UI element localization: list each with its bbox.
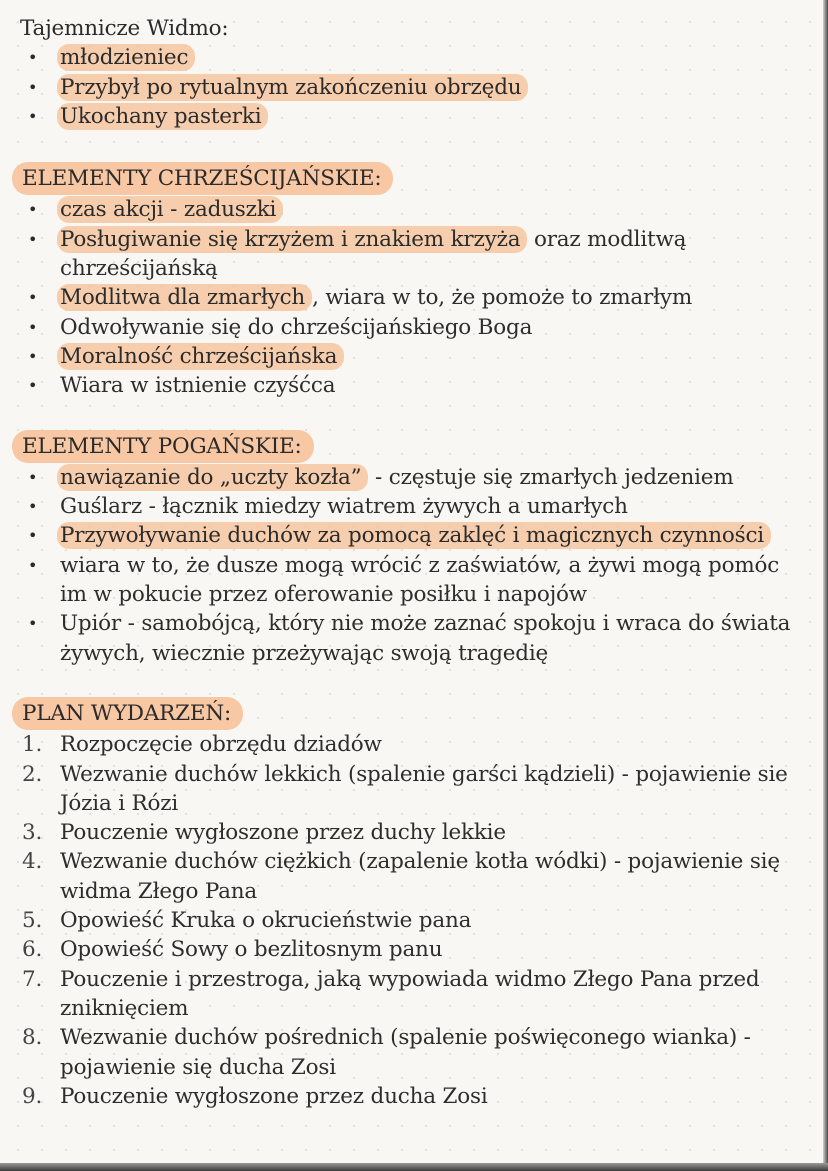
list-item: • Moralność chrześcijańska xyxy=(20,342,800,371)
list-item: • Upiór - samobójcą, który nie może zaznać spokoju i wraca do świata żywych, wiecznie przeżywając swoją tragedię xyxy=(28,611,791,666)
list-item: • Posługiwanie się krzyżem i znakiem krzyża oraz modlitwą chrześcijańską xyxy=(28,226,687,282)
list-item: • Wiara w istnienie czyśćca xyxy=(20,371,800,400)
page-edge-right xyxy=(823,0,828,1171)
chrzescijanskie-list xyxy=(20,195,800,400)
bullet-icon: • xyxy=(28,229,38,249)
list-item: 2. Wezwanie duchów lekkich (spalenie garści kądzieli) - pojawienie sie Józia i Rózi xyxy=(22,761,788,816)
bullet-icon: • xyxy=(28,497,38,517)
bullet-icon: • xyxy=(28,317,38,337)
bullet-icon: • xyxy=(28,346,38,366)
list-item: • Odwoływanie się do chrześcijańskiego Boga xyxy=(20,313,800,342)
bullet-icon: • xyxy=(28,376,38,396)
bullet-icon: • xyxy=(28,467,38,487)
list-item: • wiara w to, że dusze mogą wrócić z zaświatów, a żywi mogą pomóc im w pokucie przez oferowanie posiłku i napojów xyxy=(28,552,780,608)
bullet-icon: • xyxy=(28,526,38,546)
widmo-heading: Tajemnicze Widmo: xyxy=(20,16,229,41)
list-item: 1. Rozpoczęcie obrzędu dziadów xyxy=(22,732,382,758)
bullet-icon: • xyxy=(28,555,38,575)
list-item: • Przywoływanie duchów za pomocą zaklęć i magicznych czynności xyxy=(20,521,800,550)
list-item: • młodzieniec xyxy=(20,43,800,72)
list-item: 3. Pouczenie wygłoszone przez duchy lekkie xyxy=(22,820,506,846)
list-item: • Ukochany pasterki xyxy=(20,102,800,131)
list-item: 5. Opowieść Kruka o okrucieństwie pana xyxy=(22,908,472,934)
list-item: 6. Opowieść Sowy o bezlitosnym panu xyxy=(22,937,443,963)
list-item: • czas akcji - zaduszki xyxy=(20,195,800,224)
bullet-icon: • xyxy=(28,614,38,634)
widmo-list xyxy=(20,43,800,131)
chrzescijanskie-heading: ELEMENTY CHRZEŚCIJAŃSKIE: xyxy=(20,162,800,195)
list-item: • Guślarz - łącznik miedzy wiatrem żywych a umarłych xyxy=(20,492,800,521)
poganskie-list xyxy=(20,463,800,668)
plan-heading: PLAN WYDARZEŃ: xyxy=(20,697,800,730)
list-item: 4. Wezwanie duchów ciężkich (zapalenie kotła wódki) - pojawienie się widma Złego Pana xyxy=(22,849,780,904)
plan-list xyxy=(20,730,800,1111)
list-item: • Przybył po rytualnym zakończeniu obrzędu xyxy=(20,73,800,102)
page-edge-bottom xyxy=(0,1163,828,1171)
list-item: • Modlitwa dla zmarłych , wiara w to, że pomoże to zmarłym xyxy=(20,283,800,312)
list-item: 7. Pouczenie i przestroga, jaką wypowiada widmo Złego Pana przed zniknięciem xyxy=(22,966,760,1021)
list-item: 8. Wezwanie duchów pośrednich (spalenie poświęconego wianka) - pojawienie się ducha Zosi xyxy=(22,1025,751,1080)
list-item: • nawiązanie do „uczty kozła” - częstuje się zmarłych jedzeniem xyxy=(20,463,800,492)
bullet-icon: • xyxy=(28,200,38,220)
bullet-icon: • xyxy=(28,48,38,68)
bullet-icon: • xyxy=(28,106,38,126)
poganskie-heading: ELEMENTY POGAŃSKIE: xyxy=(20,430,800,463)
notes-content xyxy=(20,14,800,1111)
bullet-icon: • xyxy=(28,77,38,97)
bullet-icon: • xyxy=(28,288,38,308)
list-item: 9. Pouczenie wygłoszone przez ducha Zosi xyxy=(22,1083,488,1109)
